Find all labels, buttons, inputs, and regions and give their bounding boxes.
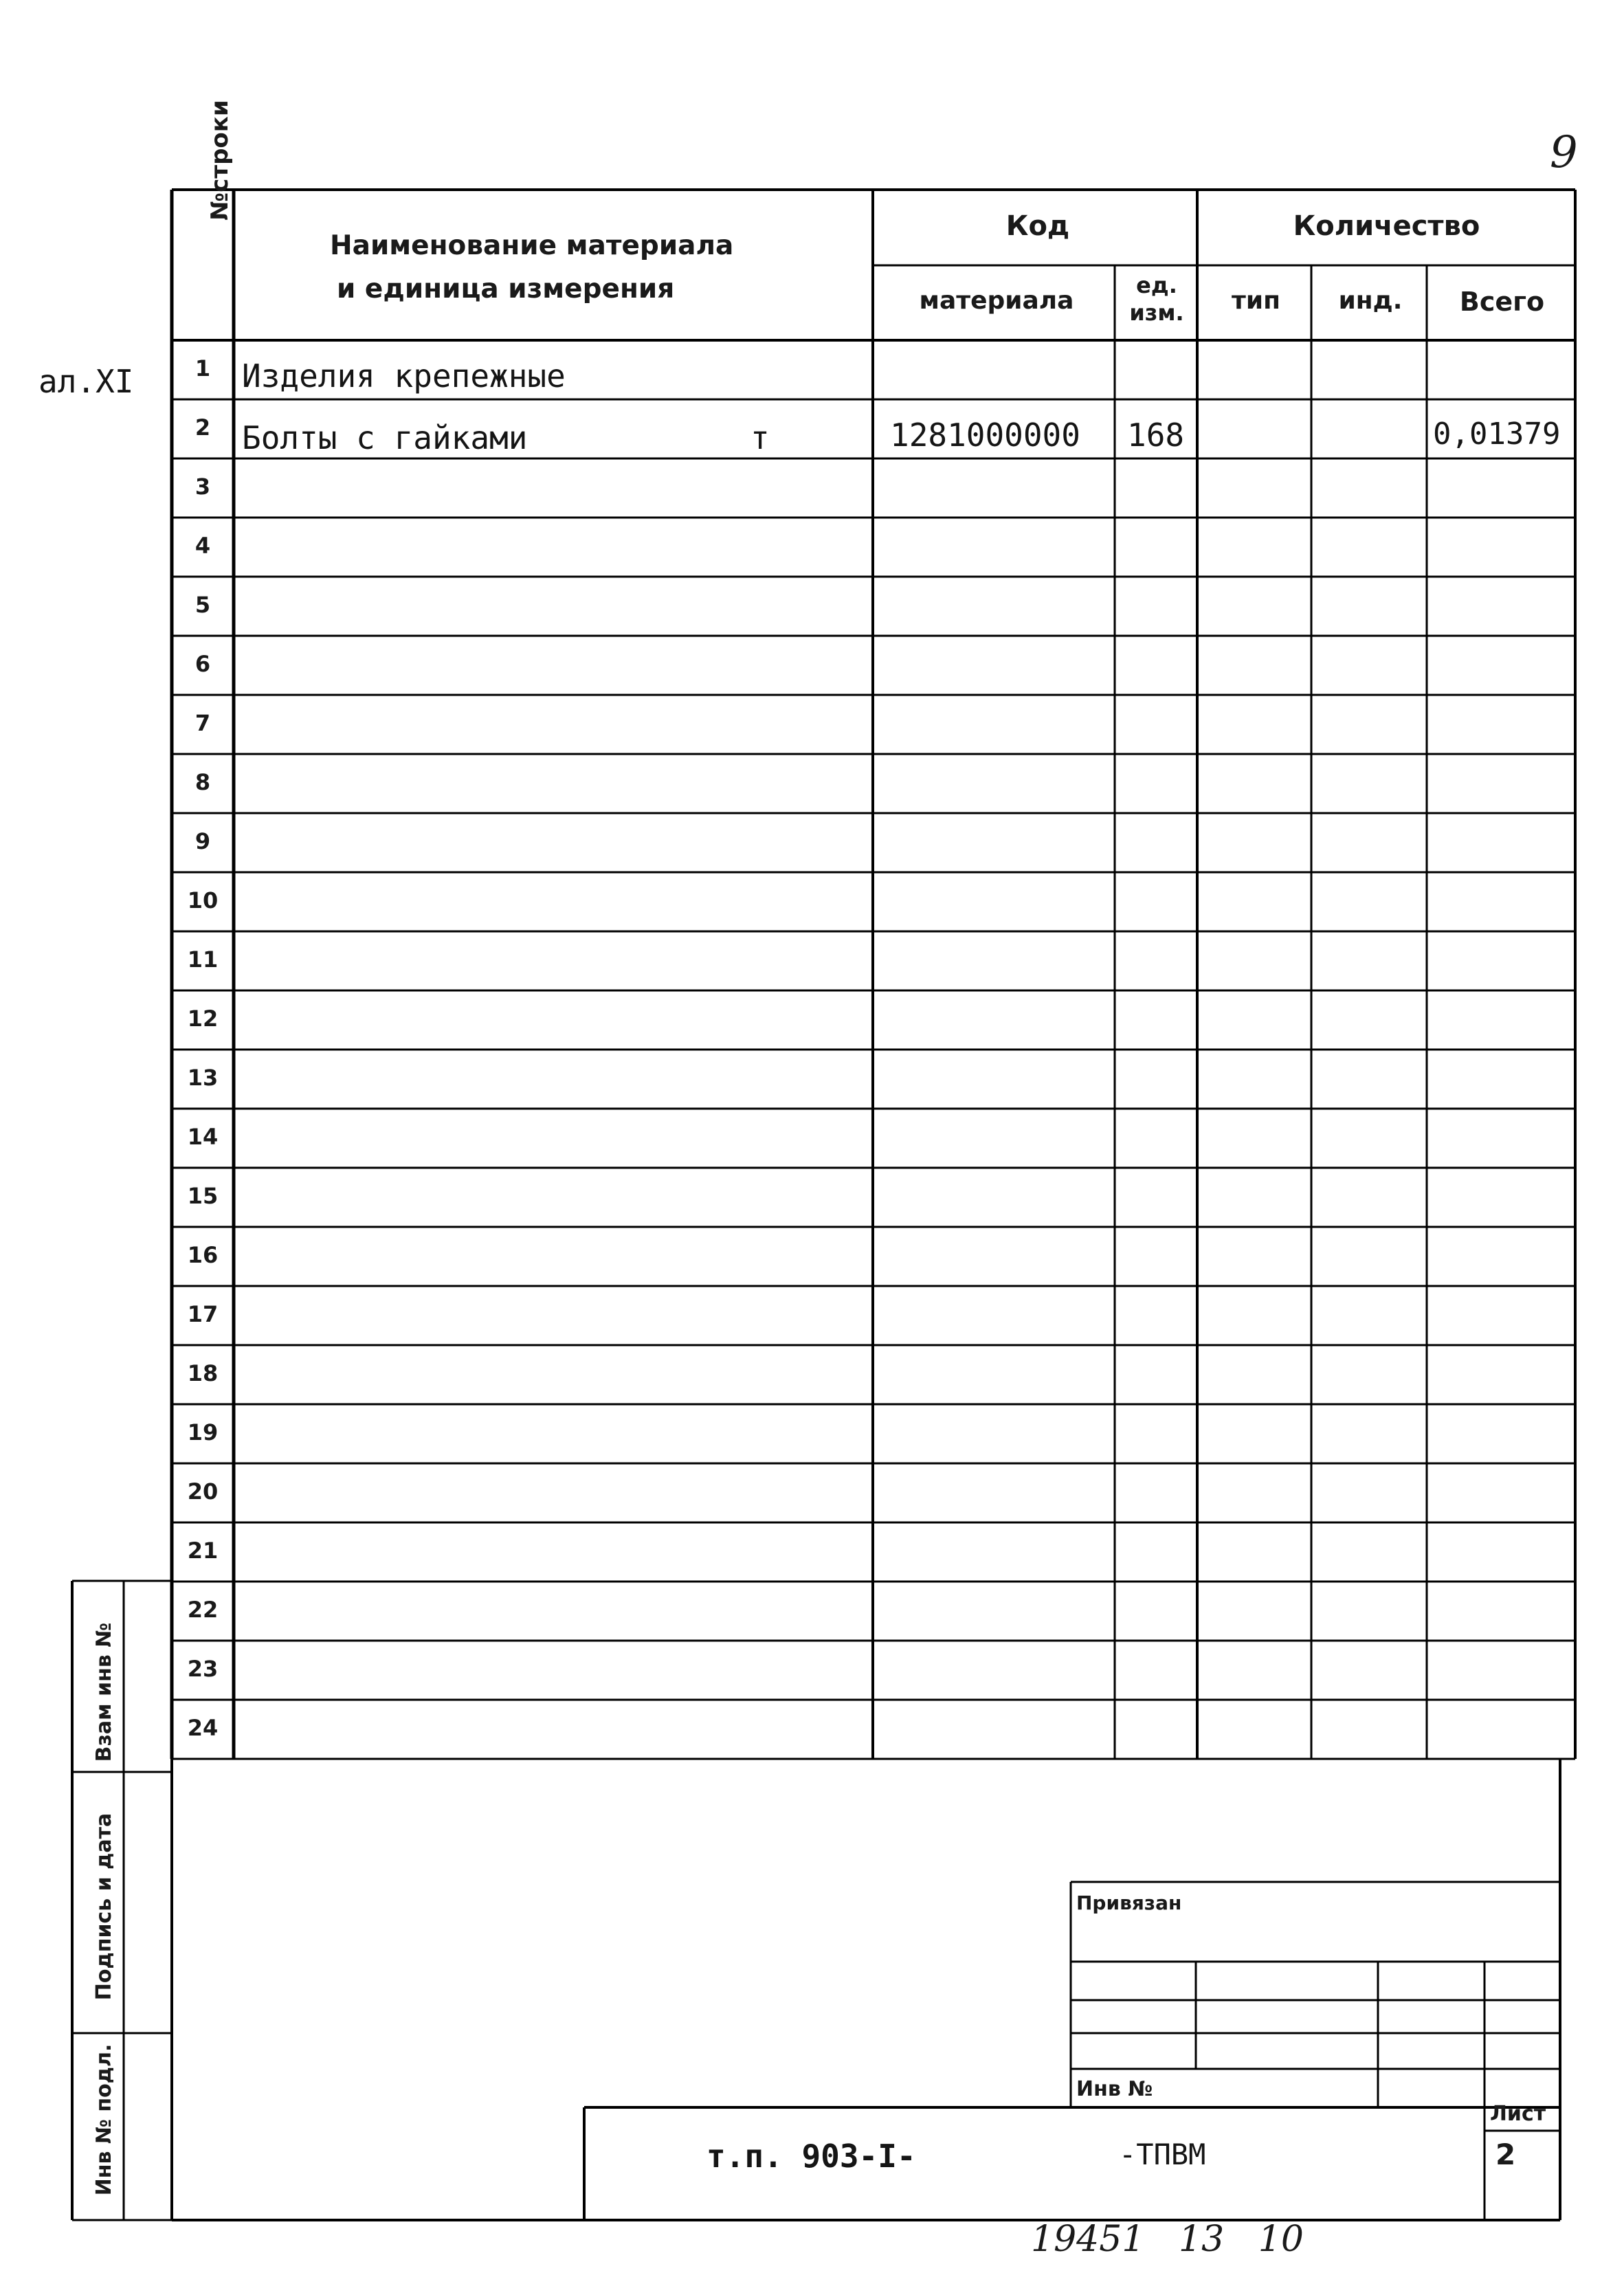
row-number: 7: [194, 710, 211, 736]
document-code: т.п. 903-I-: [707, 2138, 916, 2175]
row-number: 23: [187, 1656, 219, 1682]
privyazan-label: Привязан: [1076, 1892, 1182, 1914]
row-number: 24: [187, 1715, 219, 1741]
quantity-header: Количество: [1293, 210, 1480, 242]
document-suffix: -ТПВМ: [1119, 2138, 1206, 2171]
sheet-label: Лист: [1490, 2102, 1546, 2126]
row-number: 19: [187, 1419, 219, 1445]
inv-no-label: Инв №: [1076, 2077, 1153, 2101]
row-number: 18: [187, 1360, 219, 1386]
row-number: 6: [194, 651, 211, 677]
total-header: Всего: [1459, 287, 1545, 317]
footer-number: 19451 13 10: [1031, 2219, 1304, 2260]
row-number: 8: [194, 769, 211, 795]
margin-note: ал.XI: [38, 363, 134, 400]
row-number: 9: [194, 828, 211, 854]
unit-code-header-line2: изм.: [1129, 300, 1184, 326]
row-2-unit-code: 168: [1127, 417, 1185, 454]
vzam-inv-label: Взам инв №: [92, 1622, 116, 1762]
row-2-total: 0,01379: [1433, 417, 1561, 452]
row-number: 15: [187, 1183, 219, 1209]
podpis-data-label: Подпись и дата: [92, 1812, 116, 2001]
sheet-number: 2: [1495, 2138, 1516, 2171]
row-number: 14: [187, 1124, 219, 1150]
row-2-unit: т: [750, 419, 770, 456]
name-header-line2: и единица измерения: [337, 274, 675, 304]
row-number: 10: [187, 887, 219, 913]
inv-podl-label: Инв № подл.: [92, 2043, 116, 2196]
code-header: Код: [1005, 210, 1070, 242]
type-header: тип: [1232, 287, 1280, 315]
row-number: 17: [187, 1301, 219, 1327]
row-number: 11: [187, 946, 219, 973]
row-number: 20: [187, 1478, 219, 1505]
row-number-header: №строки: [206, 100, 234, 221]
row-number: 4: [194, 533, 211, 559]
row-number: 21: [187, 1538, 219, 1564]
row-number: 3: [194, 474, 211, 500]
row-2-name: Болты с гайками: [242, 419, 528, 456]
row-number: 16: [187, 1242, 219, 1268]
individual-header: инд.: [1338, 287, 1403, 315]
row-number: 13: [187, 1065, 219, 1091]
row-2-material-code: 1281000000: [890, 417, 1080, 454]
unit-code-header-line1: ед.: [1136, 272, 1177, 298]
row-number: 5: [194, 592, 211, 618]
row-number: 1: [194, 355, 211, 381]
row-1-name: Изделия крепежные: [242, 357, 566, 395]
row-number: 22: [187, 1597, 219, 1623]
row-number: 2: [194, 414, 211, 441]
page-number: 9: [1550, 127, 1578, 178]
name-header-line1: Наименование материала: [330, 230, 734, 261]
row-number: 12: [187, 1006, 219, 1032]
material-code-header: материала: [919, 287, 1074, 315]
